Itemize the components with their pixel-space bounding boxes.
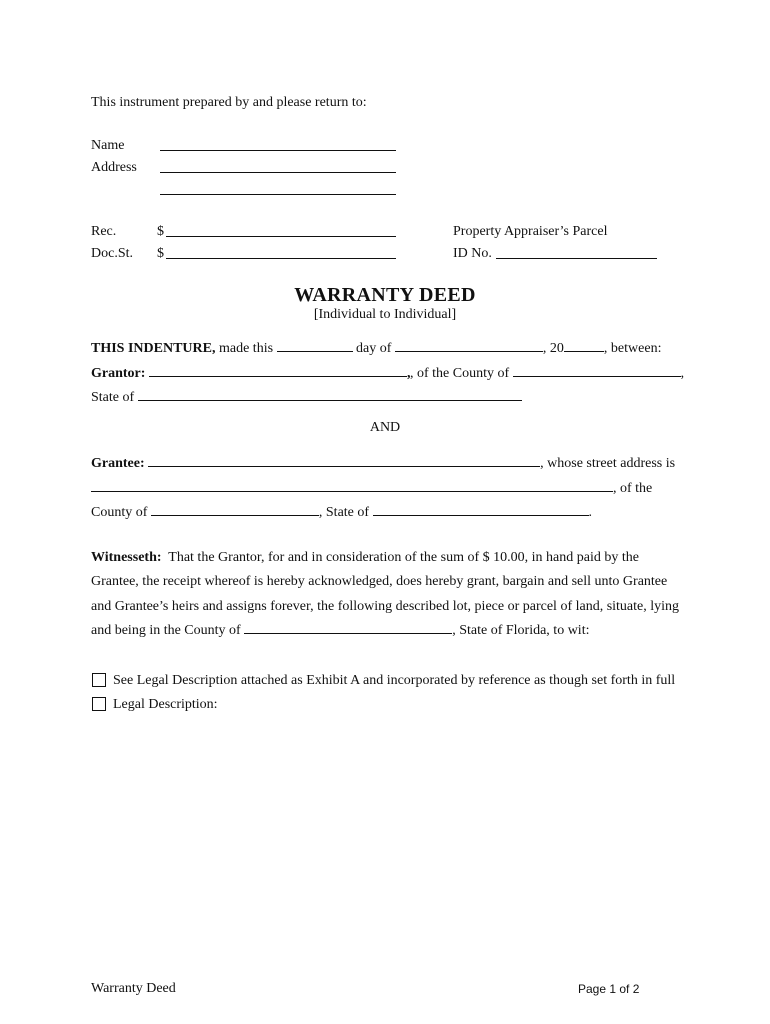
address-label: Address	[91, 160, 137, 175]
day-field[interactable]	[277, 337, 353, 352]
witnesseth-line-2: Grantee, the receipt whereof is hereby acknowledged, does hereby grant, bargain and sell unto Grantee	[91, 574, 668, 589]
grantee-line	[91, 452, 675, 472]
made-this-text: made this	[218, 341, 274, 356]
indenture-lead: THIS INDENTURE,	[91, 341, 216, 356]
document-subtitle: [Individual to Individual]	[313, 307, 457, 322]
grantee-label: Grantee:	[91, 456, 145, 471]
grantee-street-text: , whose street address is	[540, 456, 676, 471]
grantee-state-field[interactable]	[373, 501, 589, 516]
parcel-id-field[interactable]	[496, 258, 657, 259]
grantor-state-field[interactable]	[138, 386, 522, 401]
year-field[interactable]	[564, 337, 604, 352]
grantee-county-line	[91, 501, 592, 521]
parcel-label: Property Appraiser’s Parcel	[453, 224, 608, 239]
grantor-comma: ,	[406, 366, 411, 381]
docst-label: Doc.St.	[91, 246, 133, 261]
grantee-name-field[interactable]	[148, 452, 540, 467]
name-label: Name	[91, 138, 125, 153]
grantor-county-text: , of the County of	[410, 366, 510, 381]
docst-dollar-sign: $	[157, 246, 164, 261]
address-field-line-2[interactable]	[160, 194, 396, 195]
grantee-address-line	[91, 477, 652, 497]
legal-county-field[interactable]	[244, 619, 452, 634]
grantor-county-field[interactable]	[513, 362, 681, 377]
rec-label: Rec.	[91, 224, 117, 239]
witnesseth-line-4	[91, 619, 589, 644]
name-field[interactable]	[160, 150, 396, 151]
footer-page-number: Page 1 of 2	[578, 982, 640, 996]
witnesseth-line-1	[91, 546, 639, 571]
witnesseth-label: Witnesseth:	[91, 550, 162, 565]
witnesseth-text-1: That the Grantor, for and in consideration of the sum of $ 10.00, in hand paid by the	[168, 550, 639, 565]
grantor-county-line	[410, 362, 684, 382]
grantee-of-the-text: , of the	[613, 481, 653, 496]
between-text: , between:	[603, 341, 662, 356]
grantee-state-text: , State of	[318, 505, 370, 520]
prepared-by-text: This instrument prepared by and please return to:	[91, 95, 367, 110]
grantor-name-field[interactable]	[149, 362, 407, 377]
grantee-address-field[interactable]	[91, 477, 613, 492]
indenture-line	[91, 337, 661, 357]
rec-dollar-sign: $	[157, 224, 164, 239]
legal-description-label: Legal Description:	[113, 697, 218, 712]
day-of-text: day of	[356, 341, 392, 356]
address-field-line-1[interactable]	[160, 172, 396, 173]
and-separator: AND	[369, 420, 401, 435]
month-field[interactable]	[395, 337, 543, 352]
grantee-county-field[interactable]	[151, 501, 319, 516]
rec-amount-field[interactable]	[166, 236, 396, 237]
grantor-state-line	[91, 386, 522, 406]
docst-amount-field[interactable]	[166, 258, 396, 259]
footer-document-name: Warranty Deed	[91, 981, 176, 996]
grantee-county-label: County of	[91, 505, 148, 520]
grantee-period: .	[588, 505, 593, 520]
year-prefix-text: , 20	[542, 341, 564, 356]
witnesseth-line-3: and Grantee’s heirs and assigns forever, the following described lot, piece or parcel of land, situate, lying	[91, 599, 680, 614]
grantor-state-label: State of	[91, 390, 135, 405]
witnesseth-county-suffix: , State of Florida, to wit:	[452, 623, 590, 638]
exhibit-a-checkbox[interactable]	[92, 673, 106, 687]
document-title: WARRANTY DEED	[294, 284, 476, 306]
grantor-line	[91, 362, 410, 382]
exhibit-a-label: See Legal Description attached as Exhibit A and incorporated by reference as though set forth in full	[113, 673, 676, 688]
parcel-id-label: ID No.	[453, 246, 492, 261]
grantor-label: Grantor:	[91, 366, 146, 381]
witnesseth-county-prefix: and being in the County of	[91, 623, 241, 638]
grantor-county-comma: ,	[680, 366, 685, 381]
legal-description-checkbox[interactable]	[92, 697, 106, 711]
